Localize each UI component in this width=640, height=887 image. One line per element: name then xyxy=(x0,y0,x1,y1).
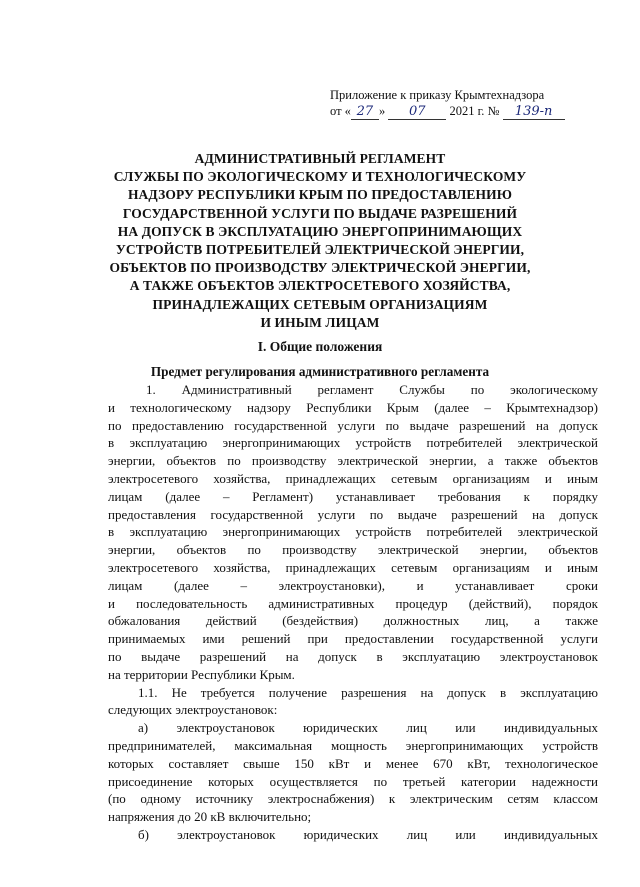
body-line: и последовательность административных процедур (действий), порядок xyxy=(108,595,598,611)
approval-header xyxy=(330,87,590,120)
body-line: 1.1. Не требуется получение разрешения на допуск в эксплуатацию xyxy=(138,684,598,700)
order-day: 27 xyxy=(351,105,379,120)
body-line: которых составляет свыше 150 кВт и менее 670 кВт, технологическое xyxy=(108,755,598,771)
body-line: предоставления государственной услуги по выдаче разрешений на допуск xyxy=(108,506,598,522)
header-line: Приложение к приказу Крымтехнадзора xyxy=(330,88,545,102)
body-line: (по одному источнику электроснабжения) к электрическим сетям классом xyxy=(108,791,598,807)
body-line: на территории Республики Крым. xyxy=(108,666,295,682)
body-line: в эксплуатацию энергопринимающих устройств потребителей электрической xyxy=(108,524,598,540)
section-heading: I. Общие положения xyxy=(257,339,383,354)
body-line: следующих электроустановок: xyxy=(108,702,278,718)
title-line: И ИНЫМ ЛИЦАМ xyxy=(260,314,380,330)
body-line: предпринимателей, максимальная мощность энергопринимающих устройств xyxy=(108,737,598,753)
body-line: и технологическому надзору Республики Крым (далее – Крымтехнадзор) xyxy=(108,399,598,415)
from-prefix: от « xyxy=(330,104,351,118)
body-line: лицам (далее – электроустановки), и устанавливает сроки xyxy=(108,577,598,593)
title-line: А ТАКЖЕ ОБЪЕКТОВ ЭЛЕКТРОСЕТЕВОГО ХОЗЯЙСТВА, xyxy=(129,278,511,294)
title-line: ПРИНАДЛЕЖАЩИХ СЕТЕВЫМ ОРГАНИЗАЦИЯМ xyxy=(152,296,488,312)
body-text xyxy=(108,381,598,844)
body-line: напряжения до 20 кВ включительно; xyxy=(108,809,312,825)
body-line: энергии, объектов по производству электрической энергии, объектов xyxy=(108,542,598,558)
body-line: энергии, объектов по производству электрической энергии, а также объектов xyxy=(108,453,598,469)
body-line: лицам (далее – Регламент) устанавливает требования к порядку xyxy=(108,488,598,504)
title-line: АДМИНИСТРАТИВНЫЙ РЕГЛАМЕНТ xyxy=(194,151,446,166)
body-line: обжалования действий (бездействия) должностных лиц, а также xyxy=(108,613,598,629)
subject-heading: Предмет регулирования административного регламента xyxy=(150,364,490,379)
body-line: электросетевого хозяйства, принадлежащих сетевым организациям и иным xyxy=(108,559,598,575)
order-month: 07 xyxy=(388,105,446,120)
body-line: принимаемых ими решений при предоставлении государственной услуги xyxy=(108,631,598,647)
quote-close: » xyxy=(378,104,386,118)
body-line: 1. Административный регламент Службы по экологическому xyxy=(146,382,598,397)
order-year: 2021 г. № xyxy=(449,104,500,118)
title-line: УСТРОЙСТВ ПОТРЕБИТЕЛЕЙ ЭЛЕКТРИЧЕСКОЙ ЭНЕРГИИ, xyxy=(115,242,525,258)
title-line: ГОСУДАРСТВЕННОЙ УСЛУГИ ПО ВЫДАЧЕ РАЗРЕШЕНИЙ xyxy=(122,205,518,221)
body-line: б) электроустановок юридических лиц или индивидуальных xyxy=(138,826,598,842)
order-date-line xyxy=(330,103,590,120)
body-line: присоединение которых осуществляется по третьей категории надежности xyxy=(108,773,598,789)
document-title xyxy=(100,150,540,332)
title-line: НАДЗОРУ РЕСПУБЛИКИ КРЫМ ПО ПРЕДОСТАВЛЕНИЮ xyxy=(127,187,513,203)
body-line: по предоставлению государственной услуги по выдаче разрешений на допуск xyxy=(108,417,598,433)
title-line: ОБЪЕКТОВ ПО ПРОИЗВОДСТВУ ЭЛЕКТРИЧЕСКОЙ ЭНЕРГИИ, xyxy=(109,260,531,276)
order-number: 139-п xyxy=(503,105,565,120)
body-line: в эксплуатацию энергопринимающих устройств потребителей электрической xyxy=(108,435,598,451)
title-line: НА ДОПУСК В ЭКСПЛУАТАЦИЮ ЭНЕРГОПРИНИМАЮЩИХ xyxy=(117,223,523,239)
body-line: электросетевого хозяйства, принадлежащих сетевым организациям и иным xyxy=(108,470,598,486)
body-line: а) электроустановок юридических лиц или индивидуальных xyxy=(138,720,598,736)
title-line: СЛУЖБЫ ПО ЭКОЛОГИЧЕСКОМУ И ТЕХНОЛОГИЧЕСКОМУ xyxy=(113,169,527,185)
body-line: по выдаче разрешений на допуск в эксплуатацию электроустановок xyxy=(108,648,598,664)
